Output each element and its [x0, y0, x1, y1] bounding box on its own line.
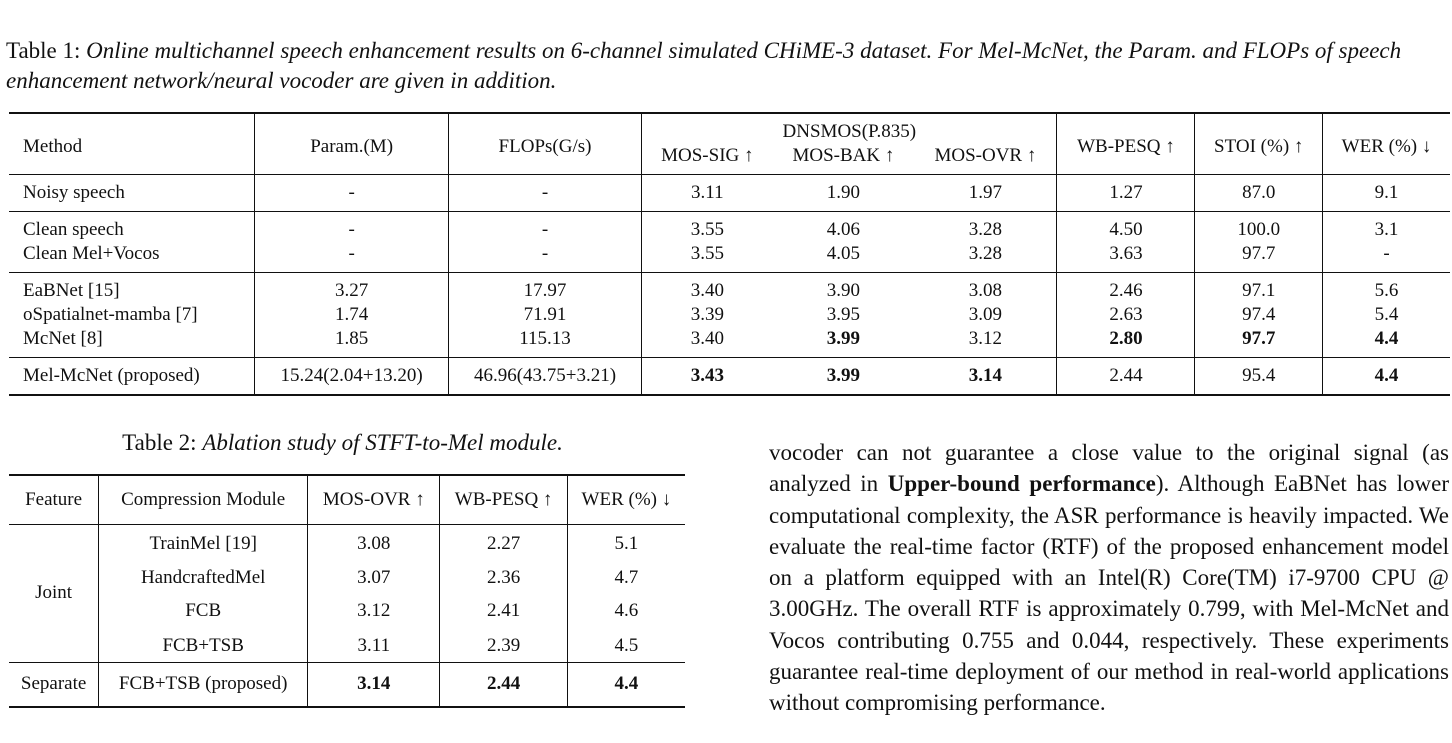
- cell-wbpesq: 2.41: [440, 591, 567, 631]
- paragraph-part2: ). Although EaBNet has lower computational complexity, the ASR performance is heavily impacted. We evaluate the real-time factor (RTF) of the proposed enhancement model on a platform equipped with an Intel(R) Core(TM) i7-9700 CPU @ 3.00GHz. The overall RTF is approximately 0.799, with Mel-McNet and Vocos contributing 0.755 and 0.044, respectively. These experiments guarantee real-time deployment of our method in real-world applications without compromising performance.: [769, 471, 1449, 716]
- paragraph-bold: Upper-bound performance: [887, 471, 1156, 497]
- cell-mos-bak: 3.99: [772, 358, 914, 396]
- cell-mos-ovr: 3.09: [914, 303, 1057, 327]
- table-row: [9, 242, 1450, 273]
- table1-header-row: [9, 113, 1450, 144]
- table-row: [9, 524, 685, 564]
- cell-wer: 3.1: [1323, 212, 1450, 243]
- cell-param: 15.24(2.04+13.20): [255, 358, 448, 396]
- cell-wbpesq: 2.44: [440, 662, 567, 707]
- table1-caption-label: Table 1:: [6, 38, 81, 63]
- cell-wbpesq: 2.80: [1057, 327, 1195, 358]
- cell-method: EaBNet [15]: [9, 273, 255, 304]
- cell-module: FCB+TSB: [99, 631, 308, 662]
- cell-module: FCB+TSB (proposed): [99, 662, 308, 707]
- table-row: [9, 591, 685, 631]
- cell-module: HandcraftedMel: [99, 564, 308, 591]
- cell-wer: 4.6: [614, 600, 639, 621]
- cell-method: Noisy speech: [9, 175, 255, 212]
- table2-caption-label: Table 2:: [122, 430, 197, 455]
- table-row: [9, 327, 1450, 358]
- cell-wbpesq: 2.39: [440, 631, 567, 662]
- cell-mos-sig: 3.55: [690, 243, 724, 264]
- results-table: [9, 112, 1450, 396]
- cell-param: -: [255, 242, 448, 273]
- cell-wbpesq: 2.44: [1057, 358, 1195, 396]
- cell-mos-ovr: 3.08: [308, 524, 440, 564]
- table1-caption-text: Online multichannel speech enhancement results on 6-channel simulated CHiME-3 dataset. For Mel-McNet, the Param. and FLOPs of speech enhancement network/neural vocoder are given in addition.: [6, 38, 1402, 93]
- cell-stoi: 97.7: [1195, 327, 1323, 358]
- header-wer: WER (%) ↓: [581, 488, 672, 510]
- cell-feature-joint: Joint: [9, 524, 99, 662]
- cell-stoi: 97.1: [1195, 273, 1323, 304]
- header-wbpesq: WB-PESQ ↑: [440, 475, 567, 524]
- body-paragraph: [769, 437, 1449, 719]
- cell-method: Clean speech: [9, 212, 255, 243]
- ablation-table: [9, 474, 685, 708]
- header-wer: WER (%) ↓: [1341, 136, 1432, 157]
- cell-wbpesq: 2.27: [440, 524, 567, 564]
- table2-caption-text: Ablation study of STFT-to-Mel module.: [202, 430, 563, 455]
- cell-mos-ovr: 3.12: [914, 327, 1057, 358]
- cell-wer: 4.4: [567, 662, 685, 707]
- cell-mos-sig: 3.43: [642, 358, 773, 396]
- header-module: Compression Module: [99, 475, 308, 524]
- cell-wer: 4.4: [1323, 358, 1450, 396]
- table-row: [9, 273, 1450, 304]
- cell-mos-bak: 3.90: [772, 273, 914, 304]
- header-method: Method: [9, 113, 255, 175]
- cell-stoi: 97.4: [1195, 303, 1323, 327]
- cell-flops: 46.96(43.75+3.21): [448, 358, 641, 396]
- cell-flops: 17.97: [448, 273, 641, 304]
- cell-wer: 4.4: [1374, 328, 1399, 349]
- cell-flops: 71.91: [448, 303, 641, 327]
- cell-flops: -: [448, 175, 641, 212]
- cell-wbpesq: 2.36: [440, 564, 567, 591]
- cell-wer: 5.4: [1374, 304, 1399, 325]
- cell-mos-bak: 4.06: [772, 212, 914, 243]
- cell-mos-ovr: 3.08: [914, 273, 1057, 304]
- table-row: [9, 631, 685, 662]
- cell-param: -: [255, 175, 448, 212]
- header-mos-ovr: MOS-OVR ↑: [914, 144, 1057, 175]
- table-row: [9, 303, 1450, 327]
- table2-header-row: [9, 475, 685, 524]
- cell-wbpesq: 2.63: [1057, 303, 1195, 327]
- cell-mos-sig: 3.11: [642, 175, 773, 212]
- cell-method: Clean Mel+Vocos: [9, 242, 255, 273]
- header-flops: FLOPs(G/s): [448, 113, 641, 175]
- cell-stoi: 100.0: [1195, 212, 1323, 243]
- cell-stoi: 95.4: [1195, 358, 1323, 396]
- table1-caption: [6, 36, 1450, 96]
- cell-wbpesq: 2.46: [1057, 273, 1195, 304]
- cell-mos-bak: 3.99: [826, 328, 861, 349]
- header-feature: Feature: [9, 475, 99, 524]
- cell-param: 3.27: [255, 273, 448, 304]
- cell-mos-ovr: 3.11: [308, 631, 440, 662]
- header-dnsmos: DNSMOS(P.835): [642, 113, 1057, 144]
- cell-wer: 4.7: [614, 566, 639, 588]
- cell-mos-ovr: 3.07: [308, 564, 440, 591]
- table2-caption: [0, 428, 685, 458]
- cell-wer: 4.5: [614, 635, 639, 657]
- cell-flops: 115.13: [448, 327, 641, 358]
- cell-method: oSpatialnet-mamba [7]: [9, 303, 255, 327]
- cell-method: Mel-McNet (proposed): [9, 358, 255, 396]
- cell-mos-ovr: 3.28: [914, 242, 1057, 273]
- cell-flops: -: [448, 242, 641, 273]
- header-wbpesq: WB-PESQ ↑: [1057, 113, 1195, 175]
- cell-flops: -: [448, 212, 641, 243]
- cell-wer: -: [1383, 243, 1390, 264]
- cell-wer: 9.1: [1323, 175, 1450, 212]
- cell-mos-ovr: 3.28: [914, 212, 1057, 243]
- header-mos-ovr: MOS-OVR ↑: [308, 475, 440, 524]
- header-mos-bak: MOS-BAK ↑: [792, 145, 895, 166]
- cell-mos-ovr: 3.14: [308, 662, 440, 707]
- table-row: [9, 564, 685, 591]
- cell-param: 1.85: [255, 327, 448, 358]
- table-row: [9, 212, 1450, 243]
- cell-mos-ovr: 3.14: [914, 358, 1057, 396]
- paragraph-part1: vocoder can not guarantee a close value to the original signal (as analyzed in: [769, 440, 1449, 497]
- cell-mos-sig: 3.39: [690, 304, 724, 325]
- table-row: [9, 175, 1450, 212]
- cell-param: 1.74: [255, 303, 448, 327]
- cell-mos-ovr: 1.97: [914, 175, 1057, 212]
- cell-module: TrainMel [19]: [99, 524, 308, 564]
- header-stoi: STOI (%) ↑: [1195, 113, 1323, 175]
- cell-mos-bak: 3.95: [826, 304, 861, 325]
- cell-stoi: 97.7: [1195, 242, 1323, 273]
- header-param: Param.(M): [255, 113, 448, 175]
- table-row: [9, 662, 685, 707]
- cell-wbpesq: 1.27: [1057, 175, 1195, 212]
- cell-wbpesq: 3.63: [1057, 242, 1195, 273]
- cell-wer: 5.6: [1323, 273, 1450, 304]
- cell-wer: 5.1: [567, 524, 685, 564]
- cell-mos-ovr: 3.12: [308, 591, 440, 631]
- cell-wbpesq: 4.50: [1057, 212, 1195, 243]
- cell-feature-separate: Separate: [9, 662, 99, 707]
- cell-param: -: [255, 212, 448, 243]
- cell-mos-sig: 3.55: [642, 212, 773, 243]
- cell-module: FCB: [99, 591, 308, 631]
- cell-stoi: 87.0: [1195, 175, 1323, 212]
- cell-method: McNet [8]: [9, 327, 255, 358]
- header-mos-sig: MOS-SIG ↑: [661, 145, 754, 166]
- cell-mos-bak: 4.05: [826, 243, 861, 264]
- table-row: [9, 358, 1450, 396]
- cell-mos-bak: 1.90: [772, 175, 914, 212]
- cell-mos-sig: 3.40: [690, 328, 724, 349]
- cell-mos-sig: 3.40: [642, 273, 773, 304]
